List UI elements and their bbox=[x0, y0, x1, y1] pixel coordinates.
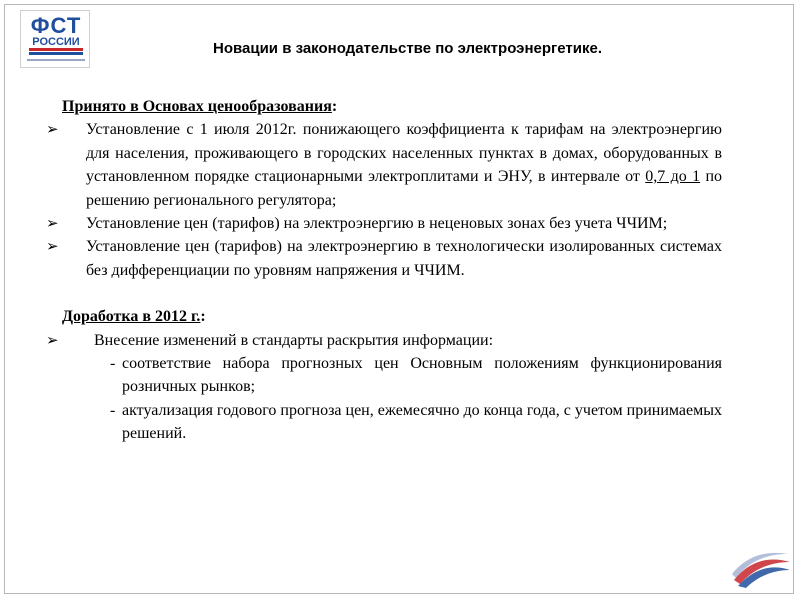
list-item bbox=[46, 235, 722, 282]
arrow-bullet-icon: ➢ bbox=[46, 120, 59, 139]
fst-logo bbox=[20, 10, 90, 68]
slide-title: Новации в законодательстве по электроэнергетике. bbox=[213, 40, 602, 57]
arrow-bullet-icon: ➢ bbox=[46, 237, 59, 256]
decorative-swoosh-icon bbox=[732, 550, 792, 590]
list-item bbox=[46, 212, 722, 235]
section1-item1-range: 0,7 до 1 bbox=[645, 168, 701, 186]
logo-line1: ФСТ bbox=[30, 13, 82, 38]
section2-heading-row: Доработка в 2012 г.: bbox=[62, 308, 206, 326]
section1-item1-post: по решению регионального регулятора; bbox=[86, 168, 722, 209]
section2-sub2: актуализация годового прогноза цен, ежемесячно до конца года, с учетом принимаемых решений. bbox=[122, 401, 722, 443]
logo-red-stripe bbox=[29, 48, 83, 51]
list-item bbox=[62, 352, 722, 399]
section2-heading: Доработка в 2012 г. bbox=[62, 308, 201, 326]
section1-heading: Принято в Основах ценообразования bbox=[62, 98, 332, 115]
section1-heading-row: Принято в Основах ценообразования: bbox=[62, 98, 338, 115]
dash-bullet: - bbox=[110, 355, 116, 373]
list-item bbox=[46, 329, 722, 352]
arrow-bullet-icon: ➢ bbox=[46, 214, 59, 233]
section2-sub1: соответствие набора прогнозных цен Основным положениям функционирования розничных рынков; bbox=[122, 355, 722, 396]
section1-item2: Установление цен (тарифов) на электроэнергию в неценовых зонах без учета ЧЧИМ; bbox=[86, 215, 668, 233]
slide-content bbox=[46, 95, 722, 446]
logo-line2: РОССИИ bbox=[32, 36, 80, 48]
section1-item3: Установление цен (тарифов) на электроэнергию в технологически изолированных системах без дифференциации по уровням напряжения и ЧЧИМ. bbox=[86, 238, 722, 279]
section2-item1: Внесение изменений в стандарты раскрытия информации: bbox=[94, 331, 494, 349]
list-item bbox=[46, 118, 722, 212]
list-item bbox=[62, 399, 722, 446]
section1-item1-pre: Установление с 1 июля 2012г. понижающего коэффициента к тарифам на электроэнергию для населения, проживающего в городских населенных пунктах в домах, оборудованных в установленном порядке стационарными электроплитами и ЭНУ, в интервале от bbox=[86, 121, 722, 186]
logo-blue-stripe bbox=[29, 52, 83, 55]
dash-bullet: - bbox=[110, 401, 116, 419]
logo-caption-line bbox=[27, 59, 85, 61]
arrow-bullet-icon: ➢ bbox=[46, 330, 59, 349]
